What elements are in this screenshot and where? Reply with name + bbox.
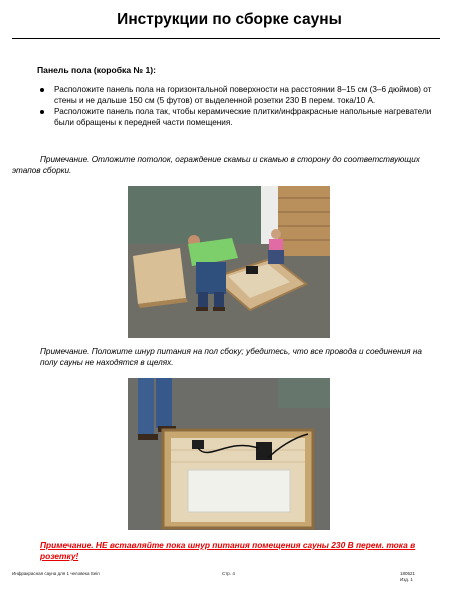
page-title: Инструкции по сборке сауны (117, 11, 342, 28)
warning-note: Примечание. НЕ вставляйте пока шнур питания помещения сауны 230 В перем. тока в розетку! (40, 540, 416, 561)
footer-doc-code: 180521 (400, 571, 416, 576)
note-power-cord: Примечание. Положите шнур питания на пол сбоку; убедитесь, что все провода и соединения на полу сауны не находятся в щелях. (40, 347, 422, 367)
footer-page-number: Стр. 4 (222, 571, 235, 576)
title-divider (12, 38, 440, 39)
section-title: Панель пола (коробка № 1): (37, 65, 156, 75)
footer-product: Инфракрасная сауна для 1 человека Sein (12, 571, 100, 576)
footer-edition: Изд. 1 (400, 577, 413, 582)
instruction-bullet: Расположите панель пола так, чтобы керамические плитки/инфракрасные напольные нагреватели были обращены к передней части помещения. (38, 106, 442, 128)
note-ceiling: Примечание. Отложите потолок, ограждение скамьи и скамью в сторону до соответствующих этапов сборки. (12, 155, 420, 175)
instruction-list (38, 84, 442, 128)
power-cord-photo (128, 378, 330, 530)
instruction-bullet: Расположите панель пола на горизонтальной поверхности на расстоянии 8–15 см (3–6 дюймов) от стены и не дальше 150 см (5 футов) от выделенной розетки 230 В перем. тока/10 А. (38, 84, 442, 106)
footer-revision (400, 571, 415, 583)
floor-panel-photo (128, 186, 330, 338)
